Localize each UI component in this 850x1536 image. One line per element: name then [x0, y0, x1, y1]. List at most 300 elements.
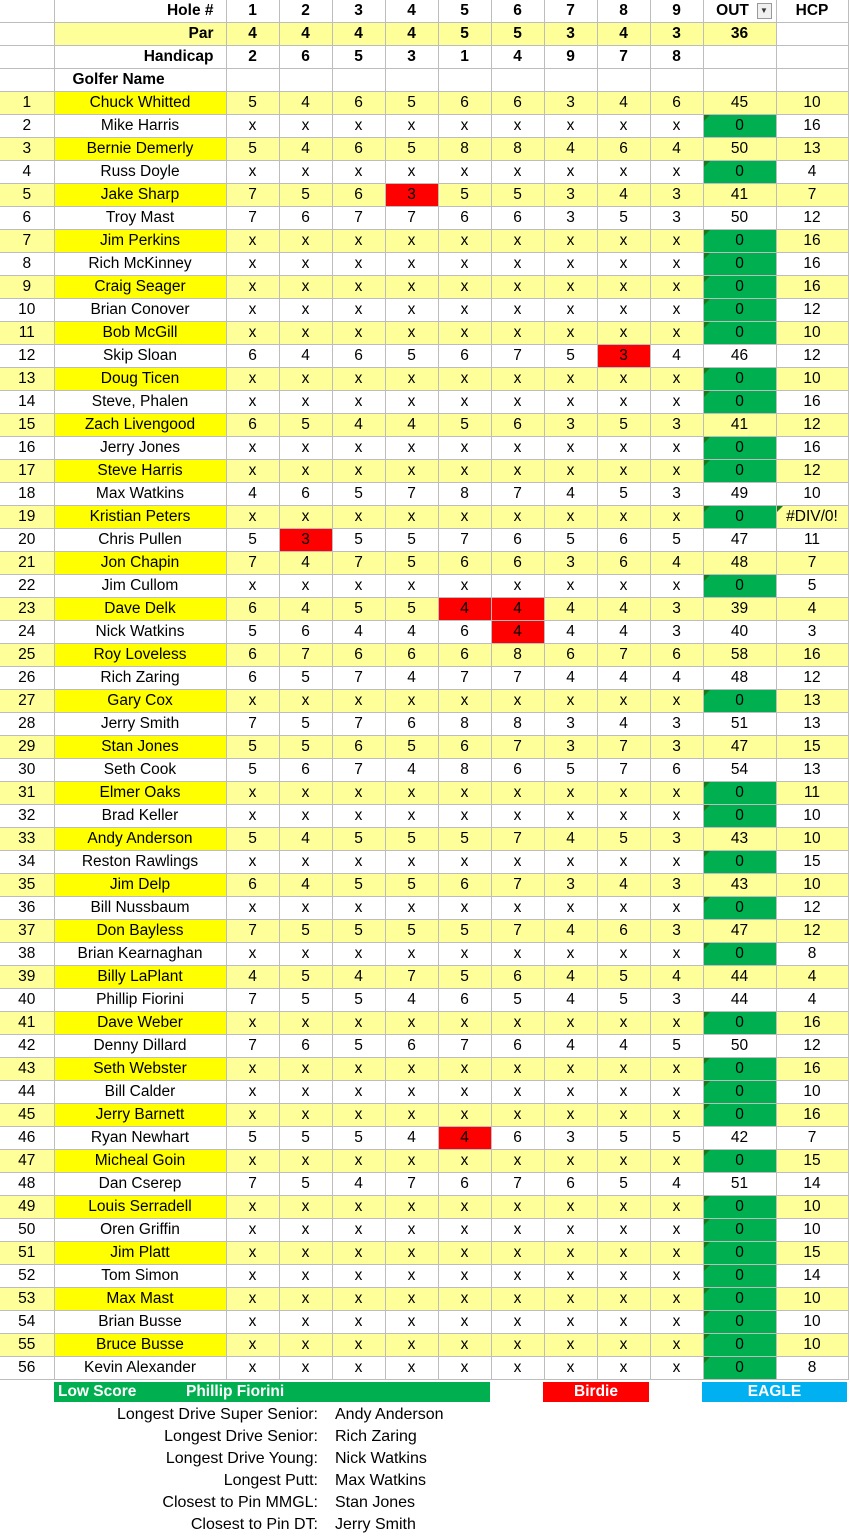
hcp-value[interactable]: 13: [776, 759, 848, 782]
hole-score[interactable]: 4: [650, 966, 703, 989]
hole-score[interactable]: x: [332, 805, 385, 828]
hole-score[interactable]: x: [491, 391, 544, 414]
hole-score[interactable]: 4: [597, 184, 650, 207]
golfer-name[interactable]: Tom Simon: [54, 1265, 226, 1288]
hole-score[interactable]: x: [226, 943, 279, 966]
golfer-name[interactable]: Gary Cox: [54, 690, 226, 713]
hole-score[interactable]: 6: [332, 138, 385, 161]
hole-score[interactable]: x: [650, 253, 703, 276]
hole-score[interactable]: 4: [597, 667, 650, 690]
out-total[interactable]: 0: [703, 575, 776, 598]
hole-score[interactable]: x: [438, 506, 491, 529]
golfer-name[interactable]: Dave Weber: [54, 1012, 226, 1035]
golfer-name[interactable]: Troy Mast: [54, 207, 226, 230]
hole-score[interactable]: 7: [226, 920, 279, 943]
hole-score[interactable]: x: [438, 851, 491, 874]
hole-score[interactable]: x: [226, 690, 279, 713]
hole-score[interactable]: x: [385, 805, 438, 828]
row-number[interactable]: 12: [0, 345, 54, 368]
hole-score[interactable]: x: [279, 506, 332, 529]
hole-score[interactable]: 7: [597, 736, 650, 759]
row-number[interactable]: 46: [0, 1127, 54, 1150]
hole-score[interactable]: x: [226, 460, 279, 483]
row-number[interactable]: 39: [0, 966, 54, 989]
hole-score[interactable]: 6: [226, 414, 279, 437]
hole-score[interactable]: 5: [332, 874, 385, 897]
hole-score[interactable]: x: [650, 1265, 703, 1288]
hcp-value[interactable]: 15: [776, 1242, 848, 1265]
hcp-value[interactable]: 4: [776, 598, 848, 621]
hole-score[interactable]: 8: [438, 483, 491, 506]
hole-score[interactable]: x: [491, 437, 544, 460]
hole-score[interactable]: x: [650, 1012, 703, 1035]
par-value[interactable]: 3: [650, 23, 703, 46]
hole-score[interactable]: x: [650, 805, 703, 828]
hole-score[interactable]: 6: [491, 759, 544, 782]
hole-score[interactable]: 7: [332, 713, 385, 736]
hcp-value[interactable]: 10: [776, 483, 848, 506]
out-total[interactable]: 49: [703, 483, 776, 506]
handicap-value[interactable]: 9: [544, 46, 597, 69]
hole-score[interactable]: x: [385, 897, 438, 920]
out-total[interactable]: 0: [703, 161, 776, 184]
hole-score[interactable]: x: [332, 1058, 385, 1081]
hole-score[interactable]: x: [491, 851, 544, 874]
hole-score[interactable]: 7: [332, 759, 385, 782]
hcp-value[interactable]: 10: [776, 1219, 848, 1242]
hole-score[interactable]: x: [438, 1288, 491, 1311]
hcp-value[interactable]: 7: [776, 552, 848, 575]
row-number[interactable]: 14: [0, 391, 54, 414]
hole-score[interactable]: x: [385, 322, 438, 345]
hole-score[interactable]: x: [597, 1357, 650, 1380]
hole-score[interactable]: 5: [597, 966, 650, 989]
hole-score[interactable]: 4: [544, 621, 597, 644]
hole-score[interactable]: x: [385, 1196, 438, 1219]
hole-score[interactable]: 4: [491, 621, 544, 644]
hole-score[interactable]: x: [226, 1104, 279, 1127]
hole-score[interactable]: x: [226, 368, 279, 391]
row-number[interactable]: 48: [0, 1173, 54, 1196]
hole-score[interactable]: 3: [650, 874, 703, 897]
hole-score[interactable]: x: [491, 805, 544, 828]
hole-score[interactable]: x: [332, 368, 385, 391]
out-total[interactable]: 0: [703, 276, 776, 299]
hole-score[interactable]: 4: [544, 1035, 597, 1058]
row-number[interactable]: 3: [0, 138, 54, 161]
golfer-name[interactable]: Zach Livengood: [54, 414, 226, 437]
hole-score[interactable]: x: [650, 506, 703, 529]
hole-score[interactable]: 4: [544, 138, 597, 161]
hole-score[interactable]: x: [279, 805, 332, 828]
golfer-name[interactable]: Max Mast: [54, 1288, 226, 1311]
hcp-value[interactable]: 11: [776, 782, 848, 805]
hole-score[interactable]: x: [491, 253, 544, 276]
hole-score[interactable]: 4: [544, 920, 597, 943]
golfer-name[interactable]: Brian Conover: [54, 299, 226, 322]
golfer-name[interactable]: Micheal Goin: [54, 1150, 226, 1173]
hole-score[interactable]: x: [650, 897, 703, 920]
hole-score[interactable]: x: [597, 1012, 650, 1035]
golfer-name[interactable]: Dan Cserep: [54, 1173, 226, 1196]
hcp-value[interactable]: 12: [776, 897, 848, 920]
hole-score[interactable]: 7: [226, 207, 279, 230]
row-number[interactable]: 10: [0, 299, 54, 322]
hole-score[interactable]: 8: [438, 713, 491, 736]
hole-score[interactable]: x: [385, 115, 438, 138]
hole-score[interactable]: 4: [650, 345, 703, 368]
hole-score[interactable]: 7: [279, 644, 332, 667]
hole-score[interactable]: x: [597, 322, 650, 345]
hole-score[interactable]: 4: [597, 874, 650, 897]
hole-score[interactable]: x: [491, 1288, 544, 1311]
row-number[interactable]: 19: [0, 506, 54, 529]
hole-score[interactable]: 6: [279, 759, 332, 782]
hcp-value[interactable]: 16: [776, 1104, 848, 1127]
hole-score[interactable]: 5: [544, 345, 597, 368]
hole-score[interactable]: x: [544, 851, 597, 874]
hole-score[interactable]: x: [650, 115, 703, 138]
hole-label[interactable]: Hole #: [54, 0, 226, 23]
hole-score[interactable]: x: [597, 1058, 650, 1081]
hole-score[interactable]: x: [544, 1265, 597, 1288]
hcp-value[interactable]: 10: [776, 1311, 848, 1334]
out-total[interactable]: 40: [703, 621, 776, 644]
hole-score[interactable]: 3: [544, 736, 597, 759]
hole-score[interactable]: x: [279, 1219, 332, 1242]
hcp-value[interactable]: 12: [776, 299, 848, 322]
hole-score[interactable]: 3: [650, 736, 703, 759]
golfer-name[interactable]: Jim Cullom: [54, 575, 226, 598]
golfer-name[interactable]: Kevin Alexander: [54, 1357, 226, 1380]
hole-score[interactable]: 7: [226, 713, 279, 736]
row-number[interactable]: 17: [0, 460, 54, 483]
hole-score[interactable]: 7: [332, 667, 385, 690]
hole-score[interactable]: x: [279, 161, 332, 184]
hole-score[interactable]: x: [385, 437, 438, 460]
hole-score[interactable]: x: [597, 575, 650, 598]
row-number[interactable]: 8: [0, 253, 54, 276]
row-number[interactable]: 44: [0, 1081, 54, 1104]
out-total[interactable]: 0: [703, 506, 776, 529]
out-total[interactable]: 0: [703, 230, 776, 253]
hole-score[interactable]: 4: [226, 966, 279, 989]
hcp-value[interactable]: 7: [776, 184, 848, 207]
hole-score[interactable]: x: [226, 897, 279, 920]
hole-score[interactable]: x: [438, 690, 491, 713]
hole-score[interactable]: 6: [438, 874, 491, 897]
hole-score[interactable]: x: [650, 230, 703, 253]
hcp-value[interactable]: 12: [776, 460, 848, 483]
out-total[interactable]: 50: [703, 1035, 776, 1058]
out-total[interactable]: 0: [703, 1081, 776, 1104]
hole-score[interactable]: 5: [332, 529, 385, 552]
hcp-value[interactable]: 12: [776, 920, 848, 943]
hole-score[interactable]: x: [279, 1058, 332, 1081]
handicap-value[interactable]: 7: [597, 46, 650, 69]
hole-score[interactable]: x: [544, 506, 597, 529]
hole-score[interactable]: x: [385, 1242, 438, 1265]
hole-score[interactable]: x: [544, 1150, 597, 1173]
par-value[interactable]: 4: [226, 23, 279, 46]
hole-score[interactable]: x: [226, 115, 279, 138]
hole-score[interactable]: 5: [544, 529, 597, 552]
out-total[interactable]: 0: [703, 1311, 776, 1334]
hole-score[interactable]: x: [226, 1012, 279, 1035]
hole-score[interactable]: 5: [385, 874, 438, 897]
row-number[interactable]: 2: [0, 115, 54, 138]
hole-number[interactable]: 6: [491, 0, 544, 23]
hole-score[interactable]: 5: [332, 920, 385, 943]
hole-score[interactable]: x: [279, 782, 332, 805]
row-number[interactable]: 27: [0, 690, 54, 713]
hole-score[interactable]: x: [332, 1219, 385, 1242]
hole-score[interactable]: x: [385, 943, 438, 966]
hole-score[interactable]: 7: [438, 667, 491, 690]
hole-score[interactable]: x: [491, 1242, 544, 1265]
hole-score[interactable]: 4: [226, 483, 279, 506]
row-number[interactable]: 40: [0, 989, 54, 1012]
golfer-name[interactable]: Jim Delp: [54, 874, 226, 897]
hole-score[interactable]: x: [650, 276, 703, 299]
hole-score[interactable]: x: [597, 230, 650, 253]
hole-score[interactable]: x: [226, 1058, 279, 1081]
handicap-value[interactable]: 6: [279, 46, 332, 69]
out-total[interactable]: 43: [703, 828, 776, 851]
hcp-value[interactable]: 10: [776, 1196, 848, 1219]
hcp-value[interactable]: 10: [776, 1334, 848, 1357]
out-total[interactable]: 0: [703, 1012, 776, 1035]
hole-score[interactable]: 8: [438, 138, 491, 161]
hole-score[interactable]: 6: [650, 644, 703, 667]
hole-score[interactable]: 7: [597, 644, 650, 667]
hole-score[interactable]: 5: [279, 736, 332, 759]
row-number[interactable]: 24: [0, 621, 54, 644]
hole-score[interactable]: x: [438, 1081, 491, 1104]
hole-score[interactable]: 7: [491, 667, 544, 690]
row-number[interactable]: 41: [0, 1012, 54, 1035]
hole-score[interactable]: 6: [438, 92, 491, 115]
out-total[interactable]: 0: [703, 1357, 776, 1380]
hole-score[interactable]: 5: [491, 184, 544, 207]
hole-score[interactable]: x: [385, 782, 438, 805]
hole-score[interactable]: x: [438, 161, 491, 184]
hole-score[interactable]: 6: [438, 207, 491, 230]
hole-score[interactable]: 7: [385, 207, 438, 230]
hole-score[interactable]: x: [597, 1081, 650, 1104]
hole-score[interactable]: 5: [650, 1127, 703, 1150]
hole-score[interactable]: x: [544, 322, 597, 345]
hole-score[interactable]: x: [279, 943, 332, 966]
hcp-value[interactable]: 7: [776, 1127, 848, 1150]
hole-score[interactable]: x: [279, 575, 332, 598]
golfer-name-label[interactable]: Golfer Name: [54, 69, 226, 92]
hole-score[interactable]: 4: [385, 1127, 438, 1150]
hole-score[interactable]: x: [491, 1265, 544, 1288]
hole-score[interactable]: x: [332, 1334, 385, 1357]
hole-score[interactable]: x: [597, 1265, 650, 1288]
par-value[interactable]: 5: [438, 23, 491, 46]
hole-score[interactable]: 5: [332, 483, 385, 506]
hole-score[interactable]: 7: [597, 759, 650, 782]
golfer-name[interactable]: Jon Chapin: [54, 552, 226, 575]
out-total[interactable]: 0: [703, 460, 776, 483]
hole-score[interactable]: 6: [438, 345, 491, 368]
hole-number[interactable]: 3: [332, 0, 385, 23]
hole-score[interactable]: x: [279, 115, 332, 138]
hcp-value[interactable]: 11: [776, 529, 848, 552]
hole-score[interactable]: 7: [332, 552, 385, 575]
par-value[interactable]: 4: [597, 23, 650, 46]
hole-score[interactable]: x: [491, 115, 544, 138]
hole-score[interactable]: x: [279, 897, 332, 920]
hole-score[interactable]: x: [597, 1288, 650, 1311]
hole-score[interactable]: 5: [279, 989, 332, 1012]
hole-score[interactable]: 3: [544, 92, 597, 115]
hole-score[interactable]: x: [597, 276, 650, 299]
hole-score[interactable]: x: [385, 1219, 438, 1242]
hcp-value[interactable]: 13: [776, 138, 848, 161]
hole-score[interactable]: 6: [544, 644, 597, 667]
hole-score[interactable]: x: [332, 1265, 385, 1288]
golfer-name[interactable]: Doug Ticen: [54, 368, 226, 391]
hole-score[interactable]: 6: [597, 920, 650, 943]
hole-score[interactable]: 6: [491, 1035, 544, 1058]
hole-score[interactable]: x: [491, 1150, 544, 1173]
hole-score[interactable]: x: [544, 1012, 597, 1035]
hole-score[interactable]: 4: [597, 598, 650, 621]
hole-score[interactable]: x: [544, 161, 597, 184]
handicap-value[interactable]: 3: [385, 46, 438, 69]
hcp-value[interactable]: 16: [776, 1012, 848, 1035]
hcp-value[interactable]: 10: [776, 1288, 848, 1311]
row-number[interactable]: 32: [0, 805, 54, 828]
hcp-value[interactable]: 12: [776, 667, 848, 690]
hole-score[interactable]: 5: [438, 920, 491, 943]
hole-score[interactable]: x: [597, 1196, 650, 1219]
hole-score[interactable]: x: [544, 1104, 597, 1127]
row-number[interactable]: 6: [0, 207, 54, 230]
golfer-name[interactable]: Roy Loveless: [54, 644, 226, 667]
hole-score[interactable]: x: [491, 506, 544, 529]
hole-score[interactable]: x: [226, 276, 279, 299]
hcp-value[interactable]: 12: [776, 414, 848, 437]
hole-score[interactable]: 4: [279, 92, 332, 115]
hole-score[interactable]: 3: [544, 1127, 597, 1150]
hcp-value[interactable]: 13: [776, 713, 848, 736]
hole-score[interactable]: x: [279, 1104, 332, 1127]
hole-score[interactable]: 5: [385, 736, 438, 759]
hole-score[interactable]: 7: [438, 529, 491, 552]
hole-score[interactable]: 6: [226, 874, 279, 897]
handicap-value[interactable]: 2: [226, 46, 279, 69]
hole-score[interactable]: x: [597, 1150, 650, 1173]
hole-score[interactable]: x: [597, 161, 650, 184]
golfer-name[interactable]: Bob McGill: [54, 322, 226, 345]
hole-score[interactable]: 6: [491, 414, 544, 437]
out-total[interactable]: 51: [703, 713, 776, 736]
hole-score[interactable]: x: [438, 115, 491, 138]
hole-score[interactable]: x: [226, 1150, 279, 1173]
par-value[interactable]: 3: [544, 23, 597, 46]
hole-score[interactable]: 5: [597, 1173, 650, 1196]
hole-score[interactable]: 5: [597, 989, 650, 1012]
hole-score[interactable]: 4: [279, 874, 332, 897]
par-value[interactable]: 5: [491, 23, 544, 46]
hole-score[interactable]: x: [597, 368, 650, 391]
hcp-value[interactable]: 4: [776, 966, 848, 989]
hole-score[interactable]: x: [279, 322, 332, 345]
row-number[interactable]: 50: [0, 1219, 54, 1242]
out-total[interactable]: 0: [703, 368, 776, 391]
hcp-value[interactable]: 14: [776, 1265, 848, 1288]
out-total[interactable]: 0: [703, 299, 776, 322]
golfer-name[interactable]: Seth Cook: [54, 759, 226, 782]
hole-score[interactable]: x: [650, 1081, 703, 1104]
hole-score[interactable]: x: [438, 1311, 491, 1334]
hole-score[interactable]: x: [279, 1288, 332, 1311]
hole-score[interactable]: x: [650, 1357, 703, 1380]
hole-score[interactable]: 5: [597, 828, 650, 851]
hole-score[interactable]: 7: [226, 1035, 279, 1058]
hole-score[interactable]: 6: [544, 1173, 597, 1196]
hole-score[interactable]: x: [491, 1334, 544, 1357]
hole-score[interactable]: x: [650, 299, 703, 322]
hole-score[interactable]: x: [226, 851, 279, 874]
hole-score[interactable]: x: [438, 299, 491, 322]
hole-score[interactable]: 7: [332, 207, 385, 230]
row-number[interactable]: 22: [0, 575, 54, 598]
row-number[interactable]: 23: [0, 598, 54, 621]
hcp-value[interactable]: 15: [776, 851, 848, 874]
hole-number[interactable]: 4: [385, 0, 438, 23]
hole-score[interactable]: 4: [279, 598, 332, 621]
hole-score[interactable]: 4: [650, 667, 703, 690]
golfer-name[interactable]: Nick Watkins: [54, 621, 226, 644]
golfer-name[interactable]: Rich Zaring: [54, 667, 226, 690]
hcp-value[interactable]: 10: [776, 805, 848, 828]
row-number[interactable]: 52: [0, 1265, 54, 1288]
hole-score[interactable]: 5: [438, 828, 491, 851]
row-number[interactable]: 54: [0, 1311, 54, 1334]
out-total[interactable]: 0: [703, 1219, 776, 1242]
hole-score[interactable]: x: [544, 253, 597, 276]
hole-number[interactable]: 1: [226, 0, 279, 23]
hole-score[interactable]: 7: [226, 989, 279, 1012]
hole-score[interactable]: 6: [438, 644, 491, 667]
hole-score[interactable]: x: [438, 437, 491, 460]
golfer-name[interactable]: Bill Nussbaum: [54, 897, 226, 920]
golfer-name[interactable]: Seth Webster: [54, 1058, 226, 1081]
hole-score[interactable]: 5: [226, 138, 279, 161]
hcp-value[interactable]: 10: [776, 92, 848, 115]
hole-score[interactable]: x: [385, 1104, 438, 1127]
hole-score[interactable]: 4: [650, 552, 703, 575]
hole-score[interactable]: x: [491, 782, 544, 805]
hole-score[interactable]: 4: [650, 1173, 703, 1196]
hole-score[interactable]: 6: [491, 92, 544, 115]
golfer-name[interactable]: Brad Keller: [54, 805, 226, 828]
hole-score[interactable]: 6: [597, 138, 650, 161]
par-value[interactable]: 4: [279, 23, 332, 46]
hcp-value[interactable]: 10: [776, 322, 848, 345]
hole-score[interactable]: x: [226, 1288, 279, 1311]
hole-score[interactable]: x: [332, 782, 385, 805]
out-total[interactable]: 0: [703, 1334, 776, 1357]
out-total[interactable]: 54: [703, 759, 776, 782]
out-total[interactable]: 48: [703, 667, 776, 690]
hole-score[interactable]: 4: [597, 713, 650, 736]
